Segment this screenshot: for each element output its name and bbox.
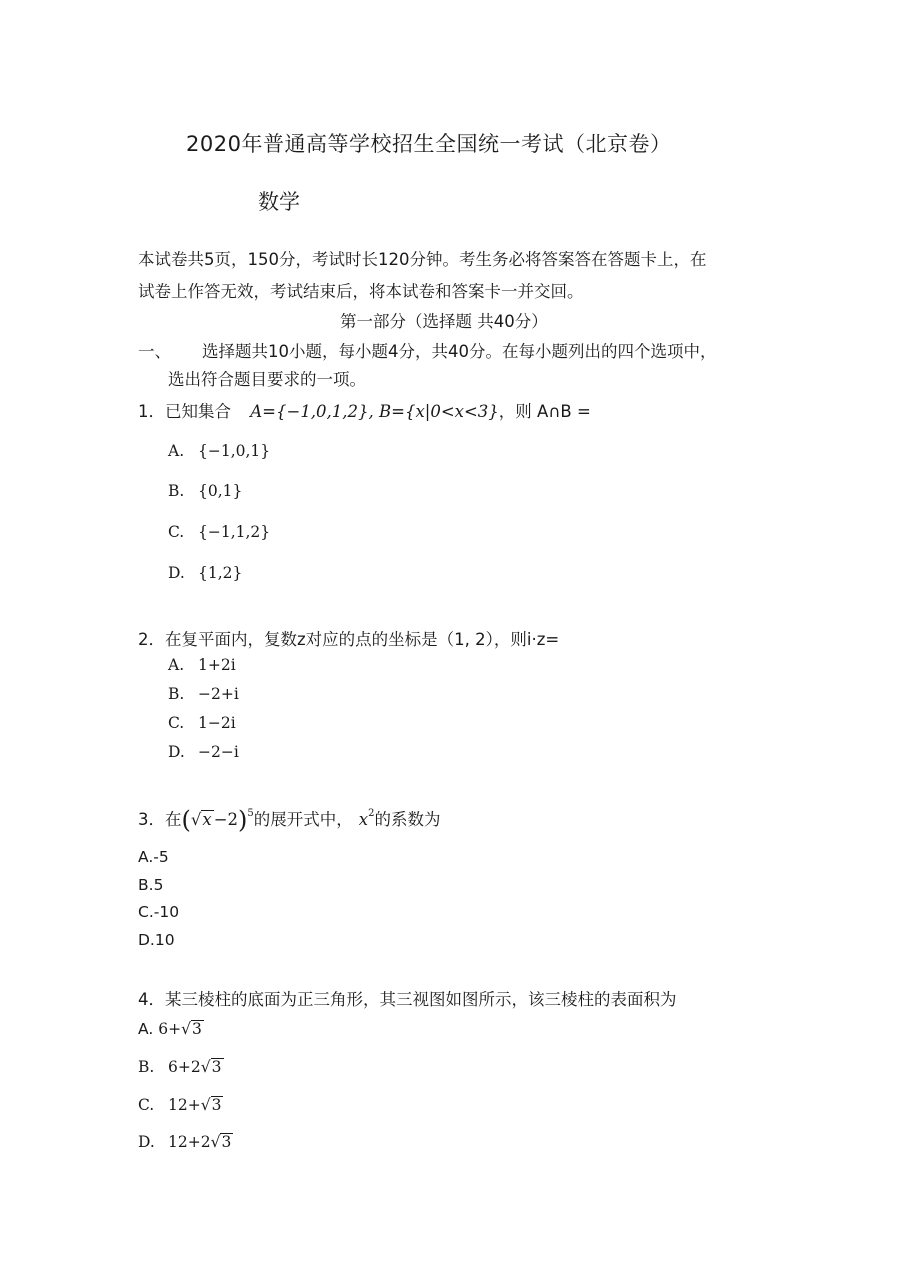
option-text: 12+√3 bbox=[168, 1096, 222, 1114]
option-text: {1,2} bbox=[198, 564, 243, 582]
instructions-line-1: 本试卷共5页，150分，考试时长120分钟。考生务必将答案答在答题卡上，在 bbox=[138, 250, 707, 269]
question-1-option-b bbox=[168, 482, 242, 500]
question-3 bbox=[138, 806, 440, 834]
option-label: C. bbox=[138, 903, 154, 921]
option-label: D. bbox=[168, 564, 185, 582]
option-text: 5 bbox=[153, 876, 164, 894]
section-instructions-2: 选出符合题目要求的一项。 bbox=[168, 370, 366, 389]
option-text: -5 bbox=[153, 848, 169, 866]
question-4-option-a bbox=[138, 1020, 204, 1038]
question-3-option-b bbox=[138, 876, 163, 894]
question-4-option-c bbox=[138, 1096, 223, 1114]
option-label: C. bbox=[168, 523, 185, 541]
question-3-x: x bbox=[358, 810, 369, 829]
question-4: 4．某三棱柱的底面为正三角形，其三视图如图所示，该三棱柱的表面积为 bbox=[138, 990, 677, 1009]
option-label: B. bbox=[138, 1058, 155, 1076]
question-2-option-b bbox=[168, 685, 239, 703]
question-3-prefix: 3．在 bbox=[138, 810, 182, 829]
option-text: -10 bbox=[153, 903, 180, 921]
question-1-math: A={−1,0,1,2}, B={x|0<x<3} bbox=[250, 402, 499, 421]
option-text: −2−i bbox=[198, 743, 239, 761]
option-text: −2+i bbox=[198, 685, 239, 703]
question-3-mid: 的展开式中， bbox=[253, 810, 353, 829]
question-4-option-d bbox=[138, 1133, 233, 1151]
question-1-prefix: 1．已知集合 bbox=[138, 402, 231, 421]
question-3-option-d bbox=[138, 931, 175, 949]
question-3-option-a bbox=[138, 848, 169, 866]
section-instructions-1: 选择题共10小题，每小题4分，共40分。在每小题列出的四个选项中， bbox=[202, 342, 717, 361]
question-2: 2．在复平面内，复数z对应的点的坐标是（1, 2），则i·z= bbox=[138, 630, 560, 649]
question-3-suffix: 的系数为 bbox=[374, 810, 441, 829]
option-label: A. bbox=[138, 1020, 154, 1038]
option-text: 6+√3 bbox=[158, 1020, 202, 1038]
exam-title: 2020年普通高等学校招生全国统一考试（北京卷） bbox=[186, 132, 672, 156]
question-2-option-c bbox=[168, 714, 236, 732]
question-4-option-b bbox=[138, 1058, 224, 1076]
question-2-option-a bbox=[168, 656, 236, 674]
option-label: D. bbox=[168, 743, 185, 761]
question-1-suffix: ，则 A∩B = bbox=[498, 402, 591, 421]
option-label: A. bbox=[168, 656, 185, 674]
section-number: 一、 bbox=[138, 342, 171, 361]
option-text: {−1,1,2} bbox=[198, 523, 271, 541]
question-2-option-d bbox=[168, 743, 239, 761]
option-label: C. bbox=[138, 1096, 155, 1114]
option-label: C. bbox=[168, 714, 185, 732]
option-text: {−1,0,1} bbox=[198, 442, 271, 460]
question-1-option-c bbox=[168, 523, 270, 541]
option-label: D. bbox=[138, 1133, 155, 1151]
question-3-radicand: x bbox=[202, 810, 212, 829]
question-3-x-exponent: 2 bbox=[368, 808, 375, 819]
option-text: 1−2i bbox=[198, 714, 236, 732]
option-text: {0,1} bbox=[198, 482, 243, 500]
part-heading: 第一部分（选择题 共40分） bbox=[340, 312, 548, 331]
option-label: A. bbox=[168, 442, 185, 460]
option-text: 1+2i bbox=[198, 656, 236, 674]
option-label: D. bbox=[138, 931, 155, 949]
option-text: 6+2√3 bbox=[168, 1058, 222, 1076]
question-3-expression: $(√x -2)^5$ bbox=[181, 806, 254, 834]
question-3-option-c bbox=[138, 903, 179, 921]
question-3-expr-rest: −2 bbox=[213, 810, 239, 829]
question-1 bbox=[138, 398, 591, 422]
option-label: B. bbox=[168, 482, 185, 500]
question-1-option-d bbox=[168, 564, 242, 582]
subject-title: 数学 bbox=[258, 190, 300, 214]
option-label: B. bbox=[138, 876, 154, 894]
option-text: 12+2√3 bbox=[168, 1133, 232, 1151]
question-3-exponent: 5 bbox=[247, 808, 254, 819]
option-label: A. bbox=[138, 848, 154, 866]
instructions-line-2: 试卷上作答无效，考试结束后，将本试卷和答案卡一并交回。 bbox=[138, 282, 584, 301]
question-1-option-a bbox=[168, 442, 270, 460]
option-label: B. bbox=[168, 685, 185, 703]
option-text: 10 bbox=[154, 931, 175, 949]
